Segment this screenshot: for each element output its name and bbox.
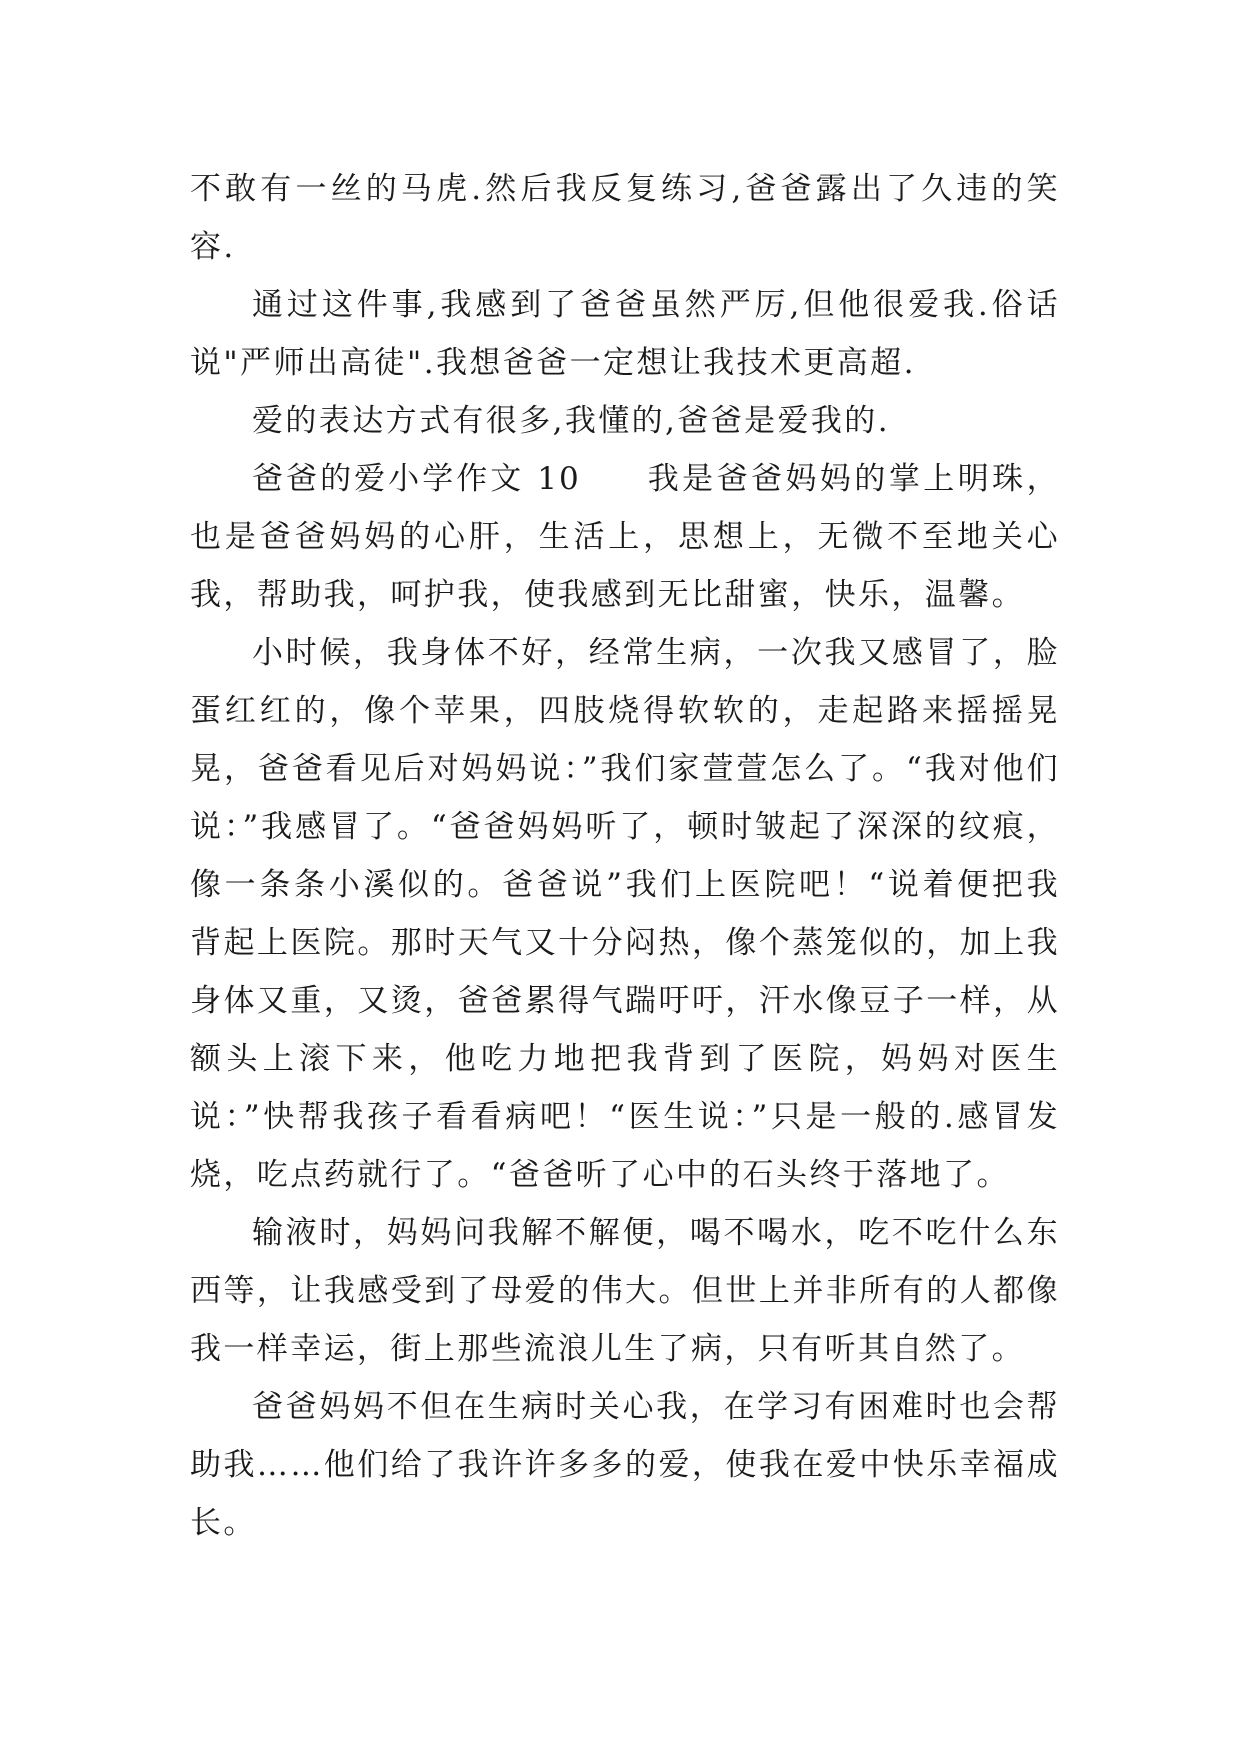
paragraph-continued: 不敢有一丝的马虎.然后我反复练习,爸爸露出了久违的笑容. xyxy=(190,171,1060,265)
document-body xyxy=(190,160,1060,1552)
paragraph-reflection: 通过这件事,我感到了爸爸虽然严厉,但他很爱我.俗话说"严师出高徒".我想爸爸一定想让我技术更高超. xyxy=(190,287,1060,381)
paragraph-conclusion: 爱的表达方式有很多,我懂的,爸爸是爱我的. xyxy=(252,403,890,439)
essay-opening-paragraph xyxy=(190,450,1060,624)
essay-first-paragraph: 我是爸爸妈妈的掌上明珠，也是爸爸妈妈的心肝，生活上，思想上，无微不至地关心我，帮助我，呵护我，使我感到无比甜蜜，快乐，温馨。 xyxy=(190,461,1060,613)
essay-title: 爸爸的爱小学作文 10 xyxy=(252,461,581,497)
paragraph-sickness-story: 小时候，我身体不好，经常生病，一次我又感冒了，脸蛋红红的，像个苹果，四肢烧得软软的，走起路来摇摇晃晃，爸爸看见后对妈妈说：”我们家萱萱怎么了。“我对他们说：”我感冒了。“爸爸妈妈听了，顿时皱起了深深的纹痕，像一条条小溪似的。爸爸说”我们上医院吧！“说着便把我背起上医院。那时天气又十分闷热，像个蒸笼似的，加上我身体又重，又烫，爸爸累得气踹吁吁，汗水像豆子一样，从额头上滚下来，他吃力地把我背到了医院，妈妈对医生说：”快帮我孩子看看病吧！“医生说：”只是一般的.感冒发烧，吃点药就行了。“爸爸听了心中的石头终于落地了。 xyxy=(190,635,1060,1193)
paragraph-closing: 爸爸妈妈不但在生病时关心我，在学习有困难时也会帮助我……他们给了我许许多多的爱，使我在爱中快乐幸福成长。 xyxy=(190,1389,1060,1541)
paragraph-infusion: 输液时，妈妈问我解不解便，喝不喝水，吃不吃什么东西等，让我感受到了母爱的伟大。但世上并非所有的人都像我一样幸运，街上那些流浪儿生了病，只有听其自然了。 xyxy=(190,1215,1060,1367)
